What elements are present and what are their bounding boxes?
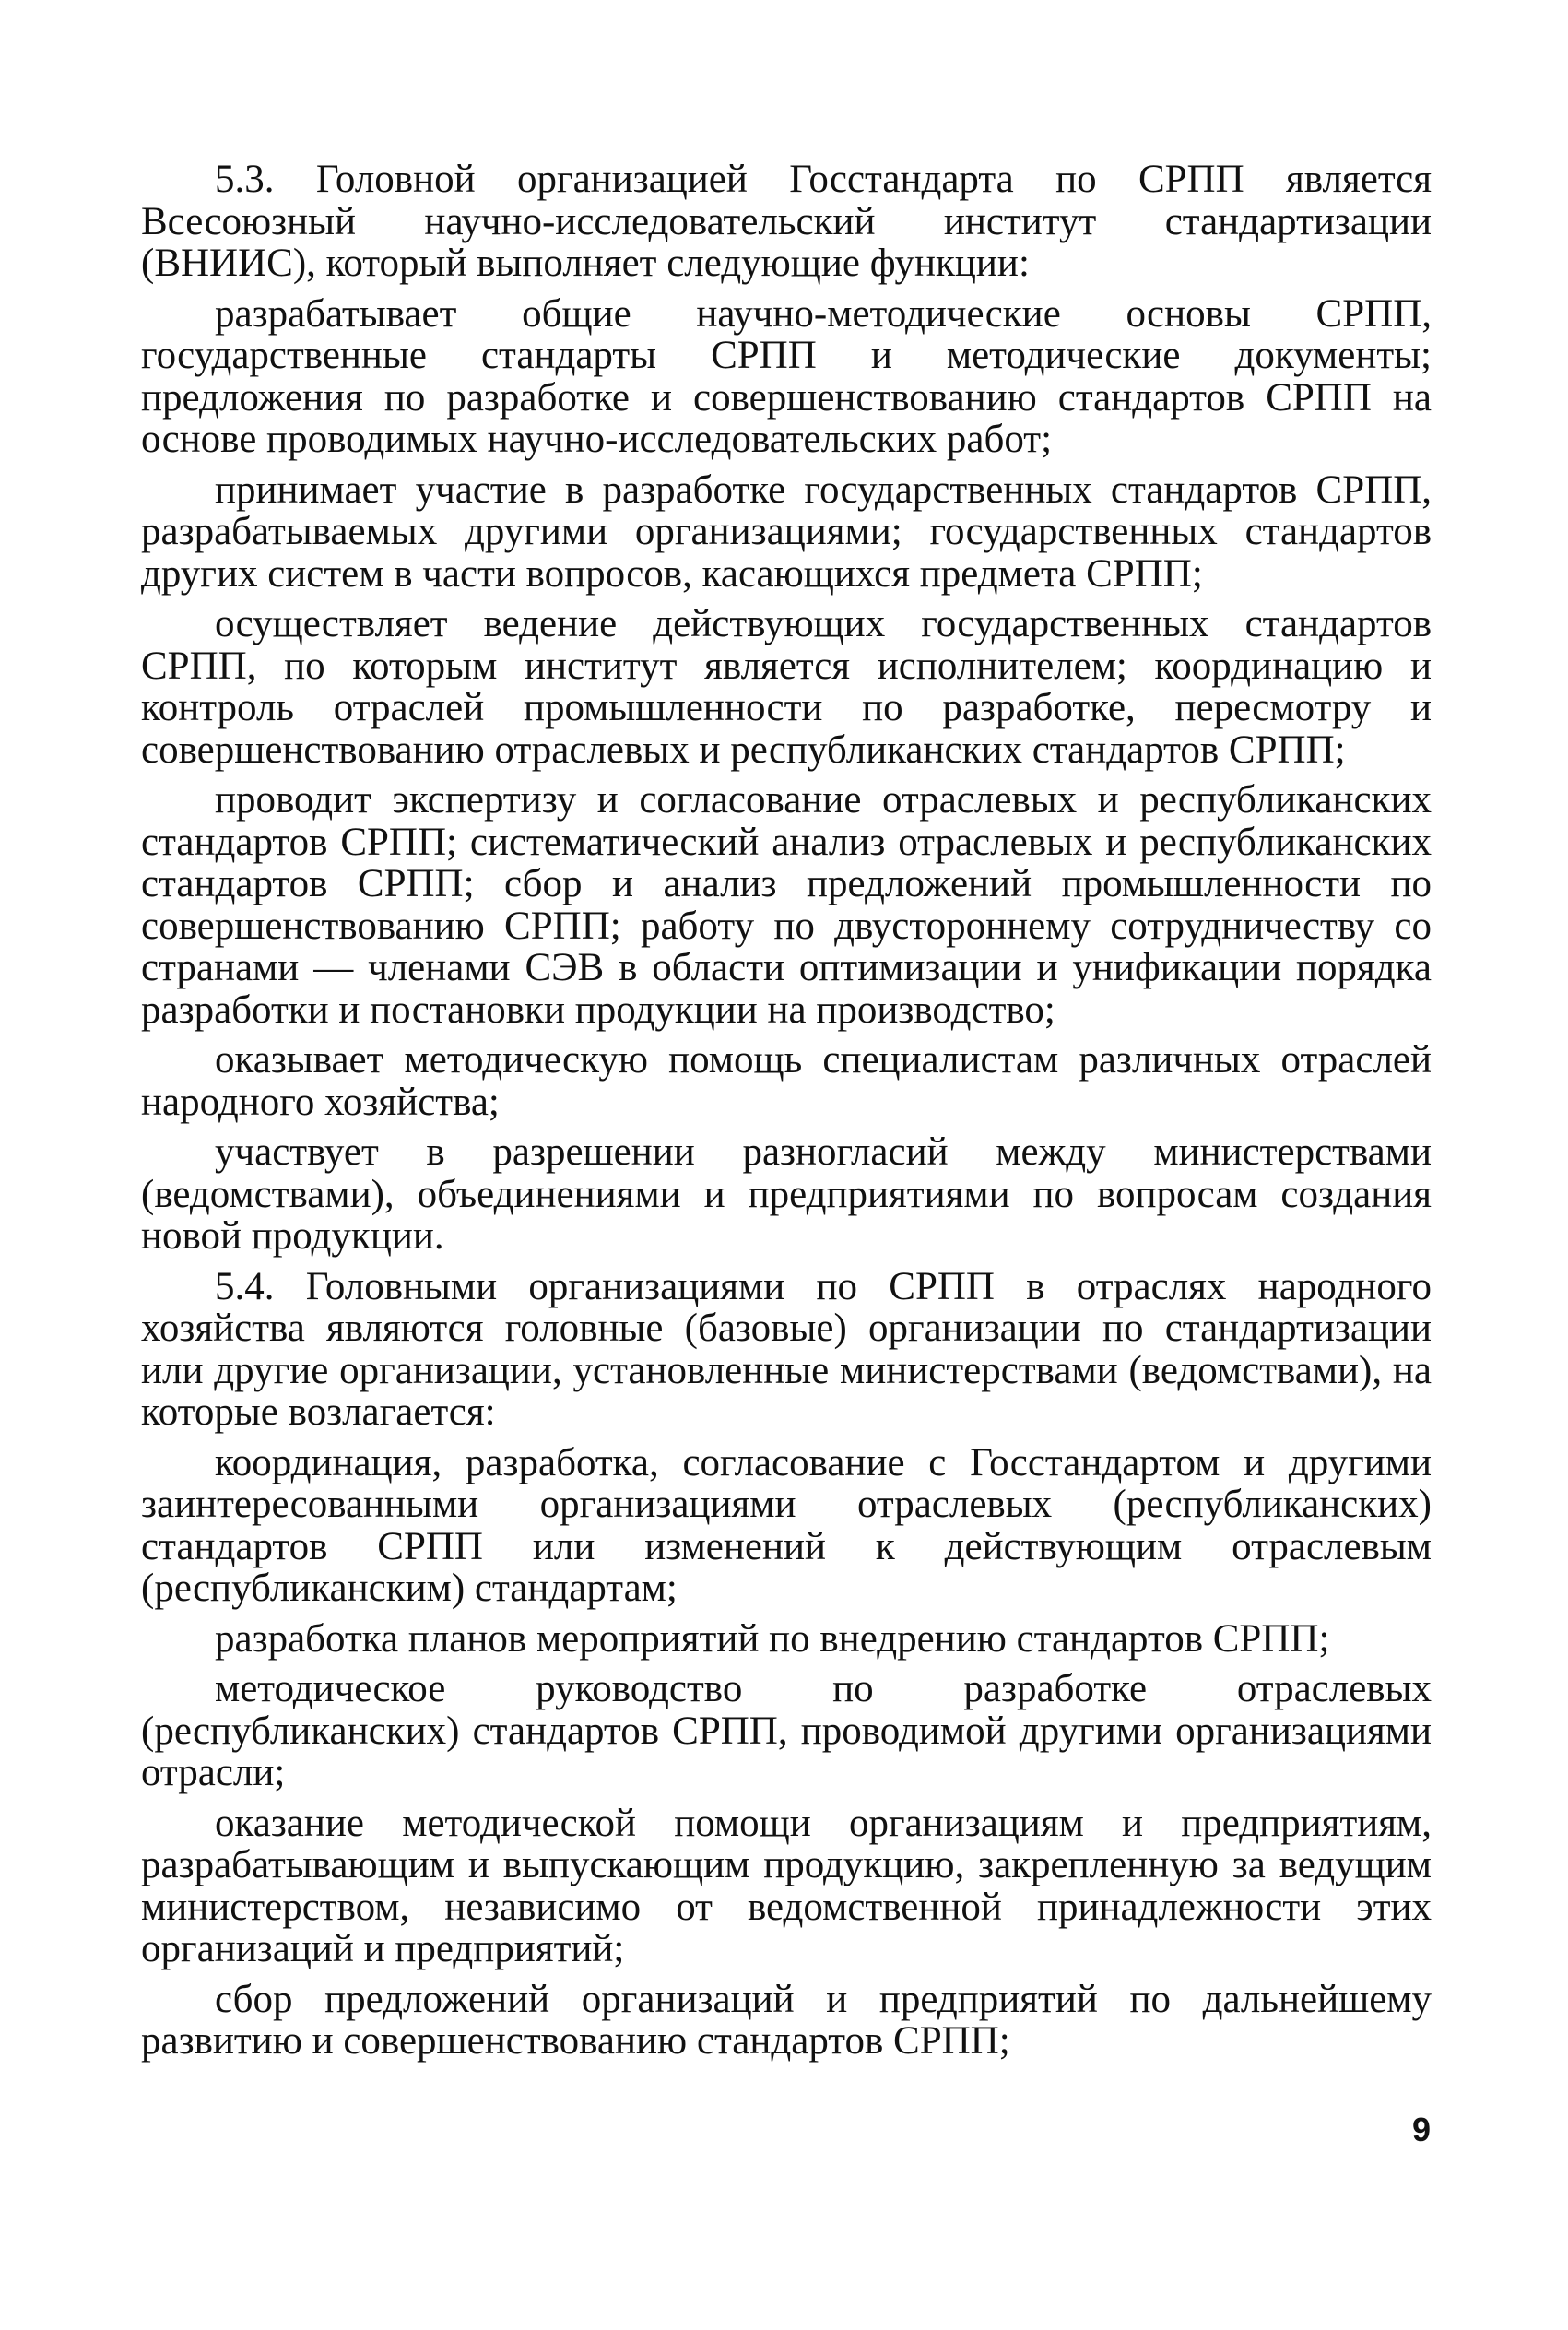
- section-5-4-intro: 5.4. Головными организациями по СРПП в отраслях народного хозяйства являются головные (базовые) организации по стандартизации или другие организации, установленные министерствами (ведомствами), на которые возлагается:: [141, 1264, 1432, 1434]
- section-5-3-item-6: участвует в разрешении разногласий между министерствами (ведомствами), объединениями и предприятиями по вопросам создания новой продукции.: [141, 1130, 1432, 1258]
- section-5-3-item-2: принимает участие в разработке государственных стандартов СРПП, разрабатываемых другими организациями; государственных стандартов других систем в части вопросов, касающихся предмета СРПП;: [141, 467, 1432, 596]
- section-5-4-item-5: сбор предложений организаций и предприятий по дальнейшему развитию и совершенствованию стандартов СРПП;: [141, 1977, 1432, 2063]
- document-body: [141, 159, 1432, 2071]
- section-5-3-item-1: разрабатывает общие научно-методические основы СРПП, государственные стандарты СРПП и методические документы; предложения по разработке и совершенствованию стандартов СРПП на основе проводимых научно-исследовательских работ;: [141, 291, 1432, 461]
- section-5-3-item-5: оказывает методическую помощь специалистам различных отраслей народного хозяйства;: [141, 1038, 1432, 1124]
- section-5-3-item-3: осуществляет ведение действующих государственных стандартов СРПП, по которым институт является исполнителем; координацию и контроль отраслей промышленности по разработке, пересмотру и совершенствованию отраслевых и республиканских стандартов СРПП;: [141, 602, 1432, 772]
- section-5-4-item-4: оказание методической помощи организациям и предприятиям, разрабатывающим и выпускающим продукцию, закрепленную за ведущим министерством, независимо от ведомственной принадлежности этих организаций и предприятий;: [141, 1801, 1432, 1970]
- page-number: 9: [1412, 2111, 1432, 2148]
- section-5-4-item-3: методическое руководство по разработке отраслевых (республиканских) стандартов СРПП, проводимой другими организациями отрасли;: [141, 1667, 1432, 1794]
- section-5-3-item-4: проводит экспертизу и согласование отраслевых и республиканских стандартов СРПП; систематический анализ отраслевых и республиканских стандартов СРПП; сбор и анализ предложений промышленности по совершенствованию СРПП; работу по двустороннему сотрудничеству со странами — членами СЭВ в области оптимизации и унификации порядка разработки и постановки продукции на производство;: [141, 778, 1432, 1032]
- section-5-4-item-2: разработка планов мероприятий по внедрению стандартов СРПП;: [215, 1616, 1330, 1661]
- section-5-3-intro: 5.3. Головной организацией Госстандарта по СРПП является Всесоюзный научно-исследовательский институт стандартизации (ВНИИС), который выполняет следующие функции:: [141, 158, 1432, 285]
- section-5-4-item-1: координация, разработка, согласование с Госстандартом и другими заинтересованными организациями отраслевых (республиканских) стандартов СРПП или изменений к действующим отраслевым (республиканским) стандартам;: [141, 1440, 1432, 1610]
